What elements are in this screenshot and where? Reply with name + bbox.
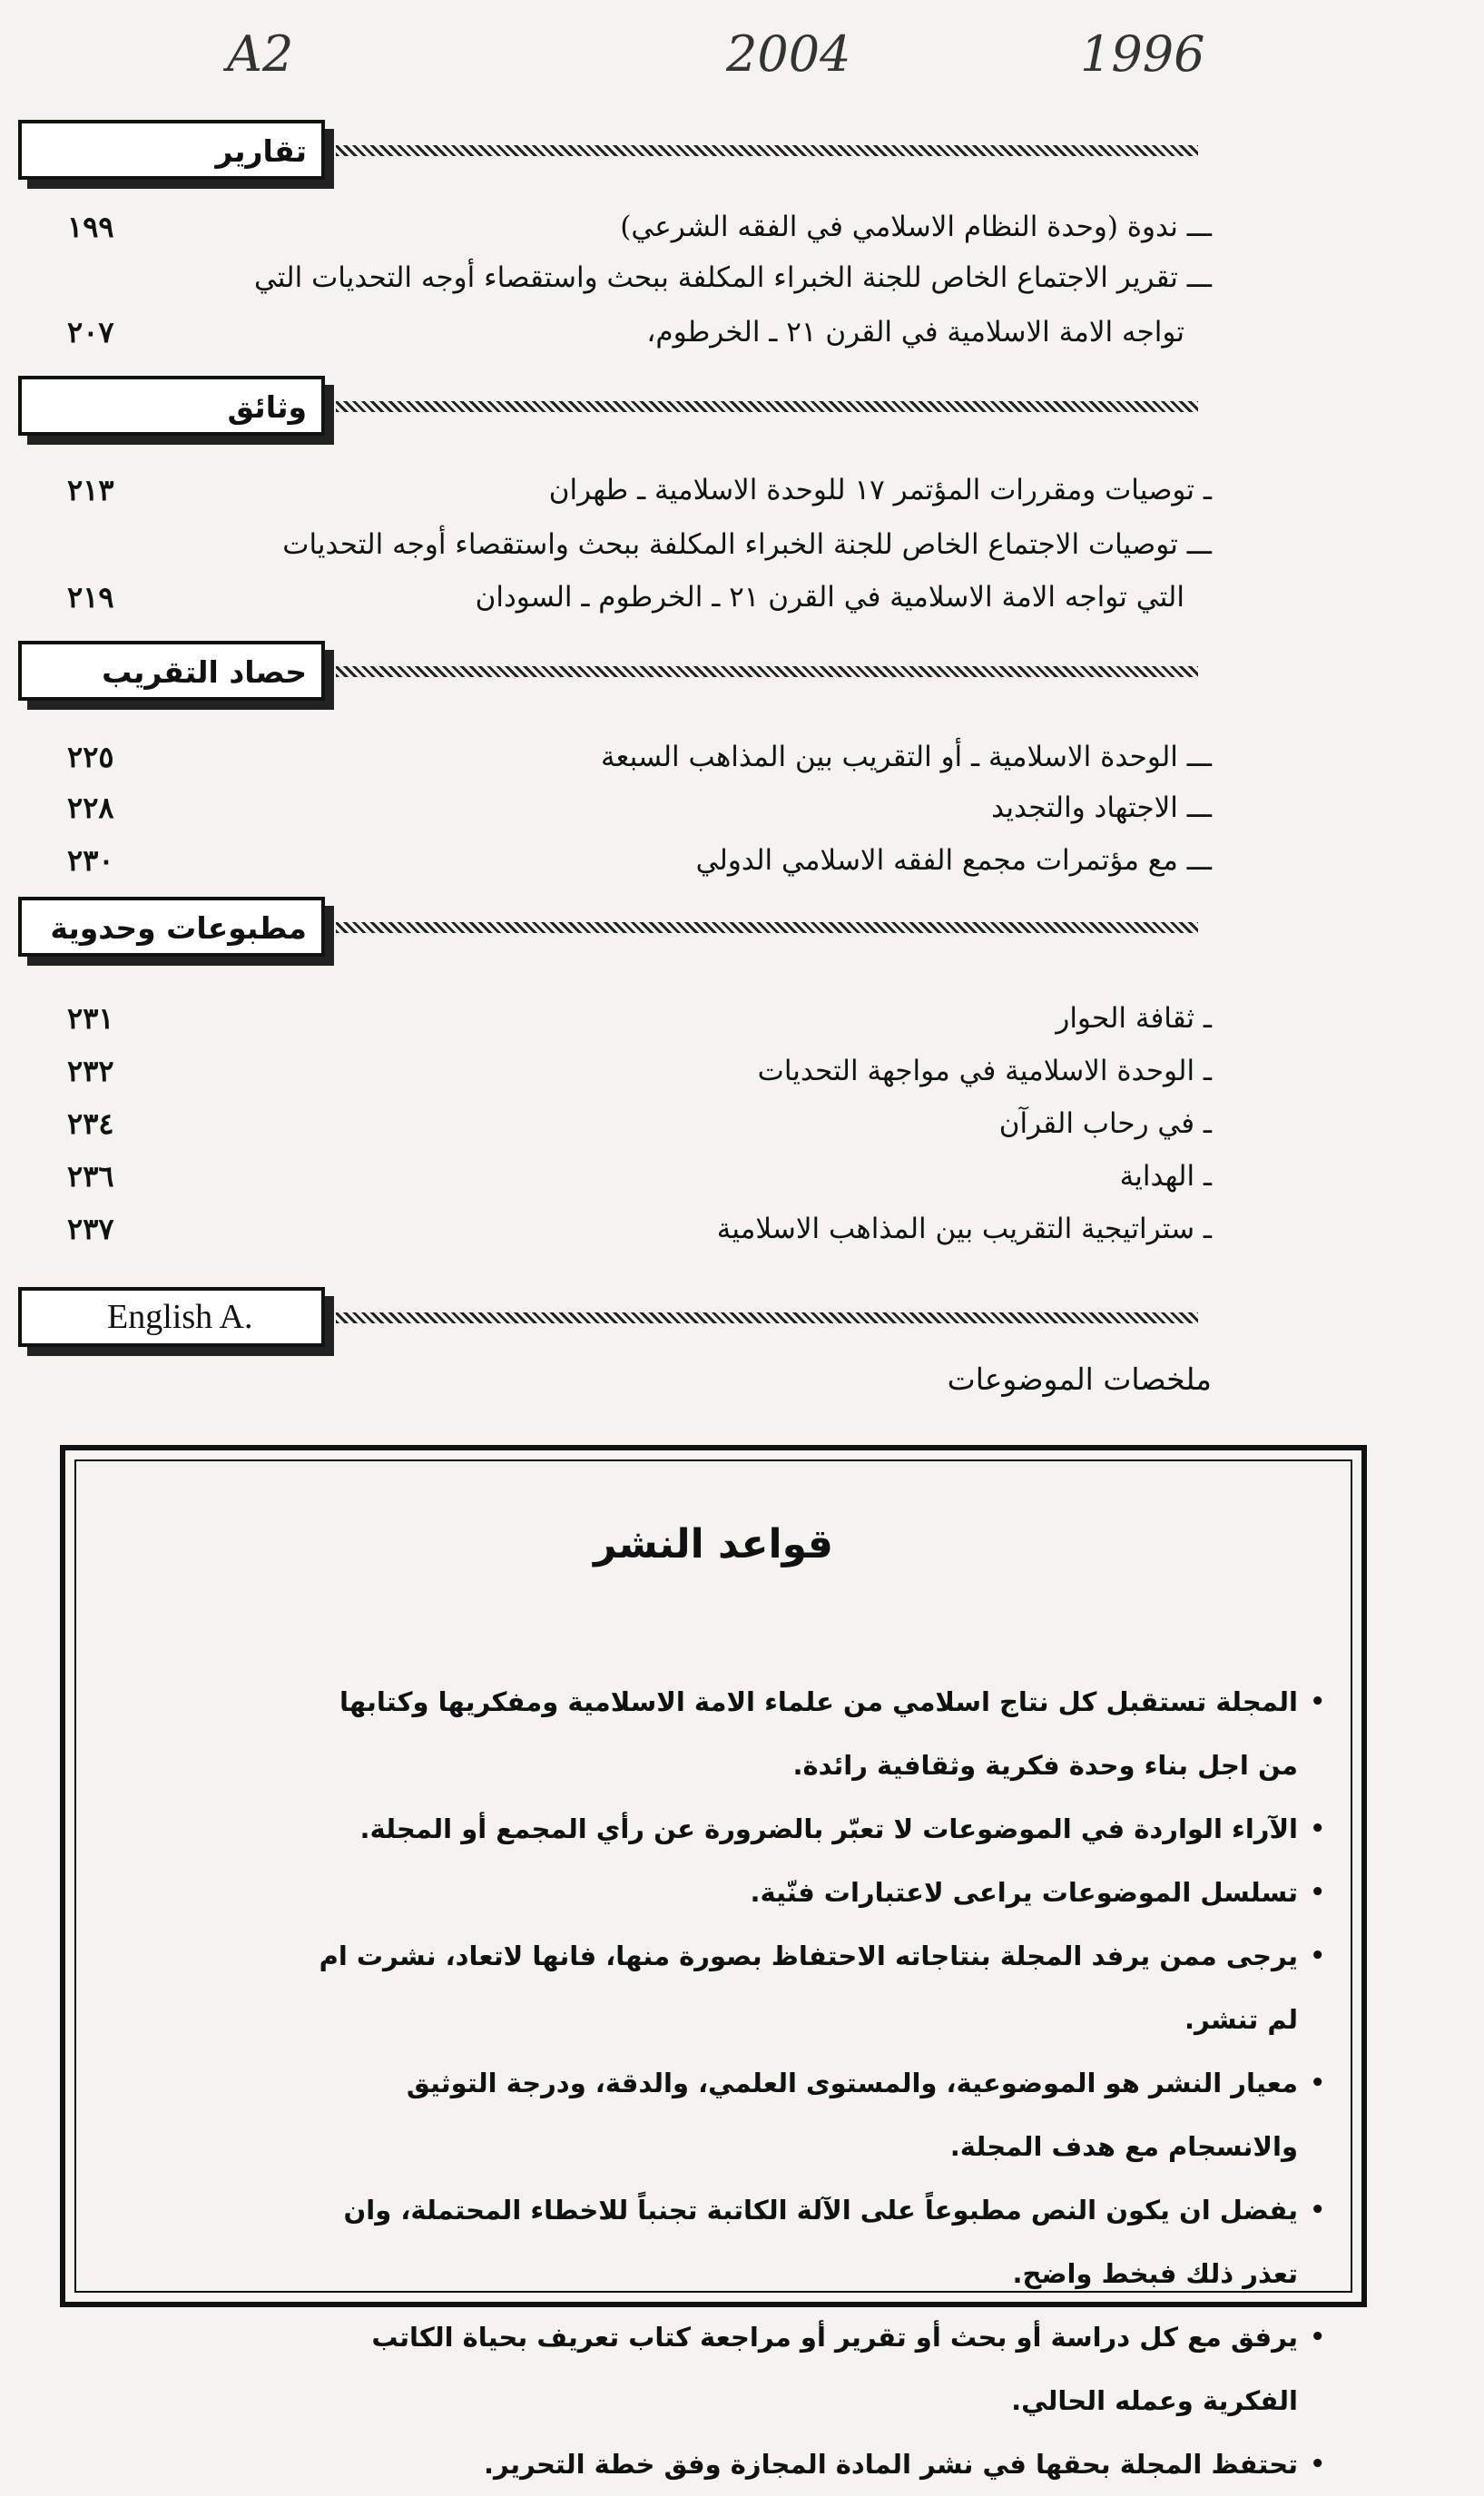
section-divider	[336, 666, 1198, 677]
entry-title: ـ في رحاب القرآن	[998, 1107, 1212, 1140]
toc-entry[interactable]	[0, 1046, 1484, 1096]
publishing-rules-box	[60, 1445, 1367, 2480]
toc-entry[interactable]	[0, 519, 1484, 570]
entry-page: ٢٣١	[67, 1001, 114, 1036]
bullet-icon: •	[1310, 2451, 1325, 2478]
entry-page: ٢٣٠	[67, 843, 114, 878]
entry-page: ٢٢٥	[67, 740, 114, 774]
rule-item	[300, 1797, 1325, 1861]
publishing-rules-list	[300, 1670, 1325, 2496]
toc-entry[interactable]	[0, 201, 1484, 252]
handwritten-year-2004: 2004	[726, 25, 851, 83]
toc-entry[interactable]	[0, 572, 1484, 623]
section-title: مطبوعات وحدوية	[18, 897, 325, 957]
bullet-icon: •	[1310, 1942, 1325, 1970]
entry-page: ٢٣٧	[67, 1212, 114, 1246]
section-header-rapprochement	[18, 641, 1198, 715]
rule-text: يرفق مع كل دراسة أو بحث أو تقرير أو مراجعة كتاب تعريف بحياة الكاتب الفكرية وعمله الحالي.	[371, 2322, 1298, 2416]
section-divider	[336, 145, 1198, 156]
entry-page: ٢١٩	[67, 580, 114, 614]
entry-title: ـــ مع مؤتمرات مجمع الفقه الاسلامي الدولي	[695, 844, 1212, 877]
entry-title: ـ ستراتيجية التقريب بين المذاهب الاسلامية	[716, 1213, 1212, 1245]
entry-title: ـــ الوحدة الاسلامية ـ أو التقريب بين المذاهب السبعة	[601, 741, 1212, 773]
section-title: English A.	[18, 1287, 325, 1347]
rule-item	[300, 1670, 1325, 1797]
entry-title: ـــ تقرير الاجتماع الخاص للجنة الخبراء المكلفة ببحث واستقصاء أوجه التحديات التي	[253, 261, 1212, 294]
section-title: حصاد التقريب	[18, 641, 325, 701]
section-divider	[336, 922, 1198, 933]
rule-text: يرجى ممن يرفد المجلة بنتاجاته الاحتفاظ بصورة منها، فانها لاتعاد، نشرت ام لم تنشر.	[319, 1941, 1298, 2035]
toc-entry[interactable]	[0, 782, 1484, 833]
rule-item	[300, 2305, 1325, 2432]
rule-item	[300, 2432, 1325, 2496]
entry-title: ـ ثقافة الحوار	[1056, 1002, 1212, 1035]
entry-page: ٢٠٧	[67, 315, 114, 349]
rule-text: تسلسل الموضوعات يراعى لاعتبارات فنّية.	[750, 1877, 1298, 1908]
bullet-icon: •	[1310, 2069, 1325, 2097]
toc-entry[interactable]	[0, 993, 1484, 1044]
rule-item	[300, 1924, 1325, 2051]
rule-text: الآراء الواردة في الموضوعات لا تعبّر بالضرورة عن رأي المجمع أو المجلة.	[359, 1813, 1298, 1844]
toc-entry[interactable]	[0, 307, 1484, 358]
section-header-english	[18, 1287, 1198, 1361]
entry-page: ٢٣٢	[67, 1054, 114, 1088]
entry-page: ٢٣٤	[67, 1106, 114, 1141]
section-title: وثائق	[18, 376, 325, 436]
toc-entry[interactable]	[0, 252, 1484, 303]
handwritten-code: A2	[227, 25, 294, 83]
entry-page: ٢٢٨	[67, 791, 114, 825]
entry-page: ٢٣٦	[67, 1159, 114, 1194]
section-header-reports	[18, 120, 1198, 194]
rule-text: المجلة تستقبل كل نتاج اسلامي من علماء الامة الاسلامية ومفكريها وكتابها من اجل بناء وحدة فكرية وثقافية رائدة.	[339, 1686, 1298, 1781]
bullet-icon: •	[1310, 1688, 1325, 1715]
toc-entry[interactable]	[0, 465, 1484, 516]
handwritten-year-1996: 1996	[1080, 25, 1205, 83]
entry-title: ـ الهداية	[1119, 1160, 1212, 1193]
entry-title: ـــ الاجتهاد والتجديد	[991, 791, 1212, 824]
entry-title: تواجه الامة الاسلامية في القرن ٢١ ـ الخرطوم،	[646, 316, 1184, 349]
rule-item	[300, 2178, 1325, 2305]
toc-entry[interactable]	[0, 732, 1484, 782]
section-header-publications	[18, 897, 1198, 971]
entry-title: ـ الوحدة الاسلامية في مواجهة التحديات	[757, 1055, 1212, 1087]
rule-text: معيار النشر هو الموضوعية، والمستوى العلمي، والدقة، ودرجة التوثيق والانسجام مع هدف المجلة.	[406, 2068, 1298, 2162]
bullet-icon: •	[1310, 1815, 1325, 1843]
toc-entry[interactable]	[0, 1204, 1484, 1254]
entry-page: ٢١٣	[67, 473, 114, 507]
summaries-label: ملخصات الموضوعات	[947, 1361, 1212, 1397]
section-divider	[336, 1312, 1198, 1323]
rule-item	[300, 2051, 1325, 2178]
rule-text: يفضل ان يكون النص مطبوعاً على الآلة الكاتبة تجنباً للاخطاء المحتملة، وان تعذر ذلك فبخط واضح.	[343, 2195, 1298, 2289]
publishing-rules-title: قواعد النشر	[594, 1521, 833, 1567]
entry-title: التي تواجه الامة الاسلامية في القرن ٢١ ـ الخرطوم ـ السودان	[475, 581, 1184, 614]
bullet-icon: •	[1310, 1879, 1325, 1906]
section-header-documents	[18, 376, 1198, 450]
entry-title: ـ توصيات ومقررات المؤتمر ١٧ للوحدة الاسلامية ـ طهران	[548, 474, 1212, 506]
toc-entry[interactable]	[0, 1098, 1484, 1149]
entry-title: ـــ ندوة (وحدة النظام الاسلامي في الفقه الشرعي)	[620, 211, 1212, 243]
entry-title: ـــ توصيات الاجتماع الخاص للجنة الخبراء المكلفة ببحث واستقصاء أوجه التحديات	[282, 528, 1212, 561]
section-divider	[336, 401, 1198, 412]
bullet-icon: •	[1310, 2324, 1325, 2351]
section-title: تقارير	[18, 120, 325, 180]
toc-entry[interactable]	[0, 835, 1484, 886]
toc-entry[interactable]	[0, 1151, 1484, 1202]
rule-item	[300, 1861, 1325, 1924]
handwritten-notes	[0, 25, 1484, 98]
bullet-icon: •	[1310, 2196, 1325, 2224]
entry-page: ١٩٩	[67, 210, 114, 244]
rule-text: تحتفظ المجلة بحقها في نشر المادة المجازة وفق خطة التحرير.	[484, 2449, 1298, 2480]
